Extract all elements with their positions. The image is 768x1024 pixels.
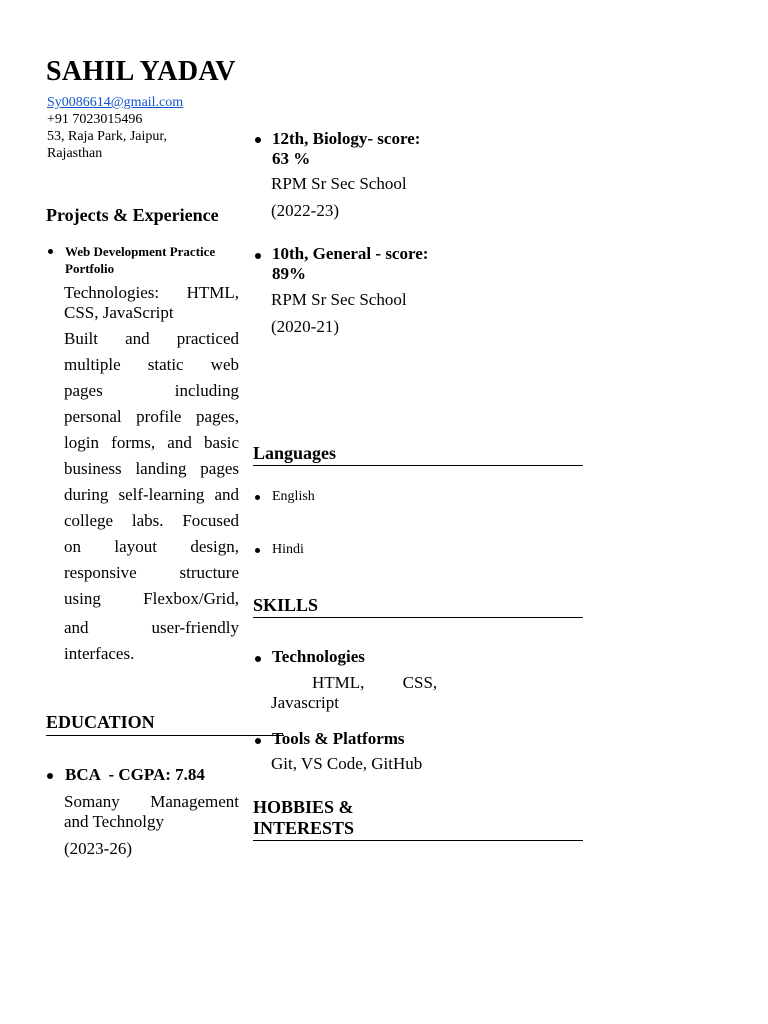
bullet-icon	[48, 249, 53, 254]
language-english: English	[272, 489, 315, 504]
phone-number: +91 7023015496	[47, 112, 143, 127]
hobbies-heading-line1: HOBBIES &	[253, 797, 354, 817]
project-description-line: using Flexbox/Grid,	[64, 589, 239, 608]
education-bca-title: BCA - CGPA: 7.84	[65, 765, 205, 784]
project-description-line: on layout design,	[64, 537, 239, 556]
education-12th-title-line2: 63 %	[272, 149, 311, 168]
hobbies-heading-line2: INTERESTS	[253, 818, 355, 838]
education-12th-year: (2022-23)	[271, 201, 339, 220]
project-description-line: Built and practiced	[64, 329, 239, 348]
education-bca-school-line2: and Technolgy	[64, 812, 164, 831]
project-description-line: multiple static web	[64, 355, 239, 374]
project-technologies-line1: Technologies: HTML,	[64, 283, 239, 302]
project-technologies-line2: CSS, JavaScript	[64, 303, 174, 322]
skills-technologies-title: Technologies	[272, 647, 365, 666]
project-description-line: and user-friendly	[64, 618, 239, 637]
project-description-line: during self-learning and	[64, 485, 239, 504]
education-heading: EDUCATION	[46, 712, 284, 736]
bullet-icon	[255, 656, 261, 662]
education-12th-school: RPM Sr Sec School	[271, 174, 407, 193]
education-12th-title-line1: 12th, Biology- score:	[272, 129, 421, 148]
project-description	[64, 326, 239, 667]
address: 53, Raja Park, Jaipur, Rajasthan	[47, 129, 167, 161]
bullet-icon	[255, 137, 261, 143]
skills-tools-value: Git, VS Code, GitHub	[271, 754, 423, 773]
project-description-line: login forms, and basic	[64, 433, 239, 452]
education-bca-year: (2023-26)	[64, 839, 132, 858]
skills-technologies-line2: Javascript	[271, 693, 339, 712]
education-10th-school: RPM Sr Sec School	[271, 290, 407, 309]
hobbies-heading	[253, 797, 583, 841]
bullet-icon	[255, 495, 260, 500]
project-description-line: interfaces.	[64, 644, 135, 663]
skills-technologies-line1: HTML, CSS,	[312, 673, 438, 692]
education-10th-title-line2: 89%	[272, 264, 306, 283]
skills-heading: SKILLS	[253, 595, 583, 618]
projects-heading: Projects & Experience	[46, 205, 219, 225]
project-description-line: business landing pages	[64, 459, 239, 478]
languages-heading: Languages	[253, 443, 583, 466]
language-hindi: Hindi	[272, 542, 304, 557]
email-link[interactable]: Sy0086614@gmail.com	[47, 95, 184, 110]
education-10th-title-line1: 10th, General - score:	[272, 244, 429, 263]
bullet-icon	[255, 548, 260, 553]
education-bca-school-line1: Somany Management	[64, 792, 239, 811]
project-description-line: responsive structure	[64, 563, 239, 582]
project-description-line: college labs. Focused	[64, 511, 239, 530]
bullet-icon	[47, 773, 53, 779]
project-description-line: personal profile pages,	[64, 407, 239, 426]
skills-tools-title: Tools & Platforms	[272, 729, 405, 748]
bullet-icon	[255, 253, 261, 259]
bullet-icon	[255, 738, 261, 744]
candidate-name: SAHIL YADAV	[46, 56, 236, 87]
project-title: Web Development Practice Portfolio	[65, 244, 216, 276]
project-description-line: pages including	[64, 381, 239, 400]
education-10th-year: (2020-21)	[271, 317, 339, 336]
